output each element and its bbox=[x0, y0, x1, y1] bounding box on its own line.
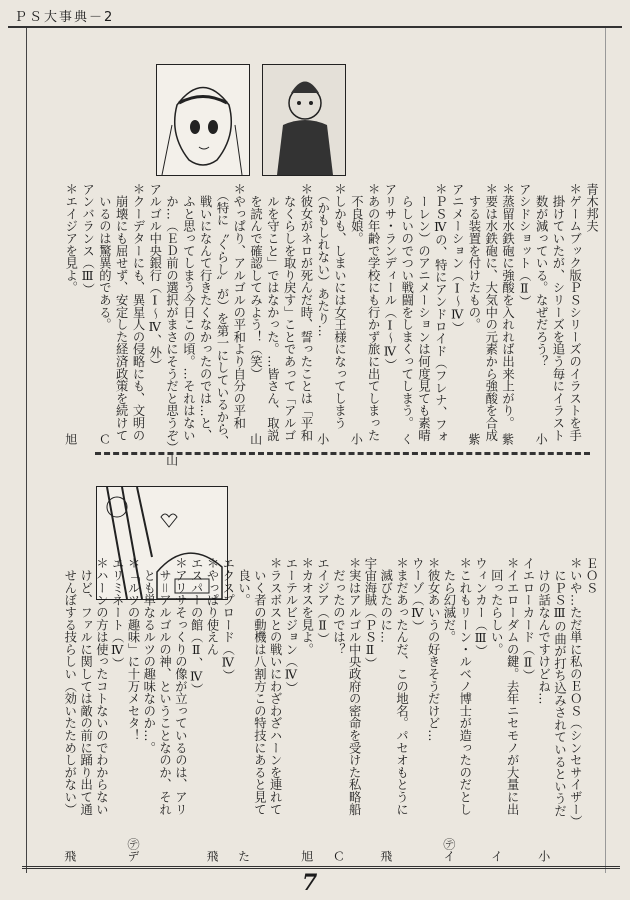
entry-text: けど、ファルに関しては敵の前に踊り出て通 bbox=[78, 557, 93, 816]
text-column bbox=[295, 183, 312, 445]
entry-text: ＊蒸留水鉄砲に強酸を入れれば出来上がり。 bbox=[500, 183, 515, 429]
text-column bbox=[439, 557, 455, 862]
entry-text: ＊実はアルゴル中央政府の密命を受けた私略船 bbox=[347, 557, 362, 816]
text-column bbox=[171, 557, 187, 862]
author-signature: 飛 bbox=[62, 850, 77, 862]
entry-text: 良い。 bbox=[236, 557, 251, 607]
entry-text: ＊あの年齢で学校にも行かず旅に出てしまった bbox=[366, 183, 381, 442]
entry-text: ＊クーデターにも、異星人の侵略にも、文明の bbox=[130, 183, 145, 442]
author-signature: 紫 bbox=[466, 433, 481, 445]
author-signature: ㋢デ bbox=[125, 838, 140, 862]
text-column bbox=[566, 557, 582, 862]
entry-text: ＊ハーンの方は使ったコトないのでわからない bbox=[94, 557, 109, 816]
entry-text: いく者の動機は八割方この特技にあると見て bbox=[252, 557, 267, 816]
entry-text: 戦いになんて行きたくなかったのでは…と、 bbox=[198, 183, 213, 442]
text-column bbox=[123, 557, 139, 862]
text-column bbox=[139, 557, 155, 862]
text-column bbox=[194, 183, 211, 445]
entry-text: なくらしを取り戻す」ことであって「アルゴ bbox=[282, 183, 297, 442]
text-column bbox=[446, 183, 463, 445]
footer-rule bbox=[22, 866, 620, 869]
text-column bbox=[392, 557, 408, 862]
page-header: ＰＳ大事典－2 bbox=[14, 10, 115, 25]
text-column bbox=[463, 183, 480, 445]
text-column bbox=[250, 557, 266, 862]
text-column bbox=[344, 557, 360, 862]
text-column bbox=[245, 183, 262, 445]
text-column bbox=[155, 557, 171, 862]
entry-text: ＊エイジアを見よ。 bbox=[63, 183, 78, 294]
author-signature: 飛 bbox=[378, 850, 393, 862]
author-signature: Ｃ bbox=[331, 850, 346, 862]
text-column bbox=[265, 557, 281, 862]
entry-text: らしいのでつい戦闘をしまくってしまう。 bbox=[399, 183, 414, 429]
author-signature: 小 bbox=[349, 433, 364, 445]
text-column bbox=[127, 183, 144, 445]
text-column bbox=[487, 557, 503, 862]
text-column bbox=[534, 557, 550, 862]
entry-text: ＊しかも、しまいには女王様になってしまう bbox=[332, 183, 347, 429]
text-column bbox=[76, 557, 92, 862]
entry-text: エスパーの館（Ⅱ、Ⅳ） bbox=[189, 557, 204, 696]
entry-text: 崩壊にも屈せず、安定した経済政策を続けて bbox=[114, 183, 129, 442]
entry-text: か…（ＥＤ前の選択がまさにそうだと思うぞ） bbox=[164, 183, 179, 454]
text-column bbox=[211, 183, 229, 448]
text-column bbox=[92, 557, 108, 862]
text-column bbox=[480, 183, 497, 445]
entry-text: ＊ラスボスとの戦いにわざわざハーンを連れて bbox=[268, 557, 283, 816]
entries-top-section bbox=[60, 183, 599, 466]
text-column bbox=[60, 557, 76, 862]
author-signature: ㋢イ bbox=[441, 838, 456, 862]
text-column bbox=[313, 557, 329, 862]
entry-text: する装置を付けたもの。 bbox=[466, 183, 481, 331]
entry-text: ＊ゲームブック版ＰＳシリーズのイラストを手 bbox=[567, 183, 582, 442]
frame-right-border bbox=[605, 28, 606, 873]
text-column bbox=[564, 183, 581, 445]
entry-text: いるのは驚異的である。 bbox=[97, 183, 112, 331]
entry-text: アリサ・ランディール（Ⅰ～Ⅳ） bbox=[382, 183, 397, 371]
entry-text: エクスプロード（Ⅳ） bbox=[220, 557, 235, 682]
entry-text: アンバランス（Ⅲ） bbox=[80, 183, 95, 296]
text-column bbox=[262, 183, 279, 445]
entry-text: だったのでは？ bbox=[331, 557, 346, 656]
author-signature: Ｃ bbox=[97, 433, 112, 445]
entry-text: エイジア（Ⅱ） bbox=[315, 557, 330, 645]
entry-text: ＊「ルツの趣味」に十万メセタ！ bbox=[125, 557, 140, 742]
text-column bbox=[362, 183, 379, 445]
entry-text: ＥＯＳ bbox=[584, 557, 599, 594]
entry-text: （特に〝くらし〟が）を第一にしているから、 bbox=[214, 183, 229, 448]
text-column bbox=[178, 183, 195, 445]
header-rule bbox=[8, 26, 622, 28]
entry-text: ＊彼女あいうの好きそうだけど… bbox=[426, 557, 441, 742]
entry-text: ＊これもリーン・ルベノ博士が造ったのだとし bbox=[457, 557, 472, 816]
author-signature: 山 bbox=[248, 433, 263, 445]
entry-text: 滅びたのに… bbox=[378, 557, 393, 644]
text-column bbox=[144, 183, 161, 445]
illustration-girl-headband bbox=[156, 64, 250, 176]
text-column bbox=[281, 557, 297, 862]
author-signature: 飛 bbox=[204, 850, 219, 862]
text-column bbox=[202, 557, 218, 862]
entry-text: ＊まだあったんだ、この地名。パセオもとうに bbox=[394, 557, 409, 816]
author-signature: 山 bbox=[164, 453, 179, 466]
text-column bbox=[110, 183, 127, 445]
text-column bbox=[413, 183, 430, 445]
text-column bbox=[360, 557, 376, 862]
text-column bbox=[107, 557, 123, 862]
text-column bbox=[346, 183, 363, 445]
entry-text: ＊アリサそっくりの像が立っているのは、アリ bbox=[173, 557, 188, 816]
author-signature: 小 bbox=[536, 850, 551, 862]
text-column bbox=[228, 183, 245, 445]
entry-text: アニメーション（Ⅰ～Ⅳ） bbox=[450, 183, 465, 334]
text-column bbox=[430, 183, 447, 445]
entry-text: 掛けていたが、シリーズを追う毎にイラスト bbox=[550, 183, 565, 442]
entry-text: けの話なんですけどね… bbox=[536, 557, 551, 705]
text-column bbox=[186, 557, 202, 862]
text-column bbox=[379, 183, 396, 445]
entry-text: ＊イエローダムの鍵。去年ニセモノが大量に出 bbox=[505, 557, 520, 816]
text-column bbox=[77, 183, 94, 445]
text-column bbox=[502, 557, 518, 862]
entry-text: 不良娘。 bbox=[349, 183, 364, 245]
text-column bbox=[455, 557, 471, 862]
entry-text: ＊ＰＳⅣの、特にアンドロイド（フレナ、フォ bbox=[433, 183, 448, 443]
text-column bbox=[530, 183, 547, 445]
section-divider bbox=[95, 452, 590, 455]
text-column bbox=[278, 183, 295, 445]
text-column bbox=[396, 183, 413, 445]
entry-text: エリミネート（Ⅳ） bbox=[110, 557, 125, 670]
entry-text: ＊カオスを見よ。 bbox=[299, 557, 314, 656]
entry-text: ＊やっぱり、アルゴルの平和より自分の平和 bbox=[231, 183, 246, 429]
text-column bbox=[547, 183, 564, 445]
entry-text: 青木邦夫 bbox=[584, 183, 599, 233]
text-column bbox=[234, 557, 250, 862]
text-column bbox=[581, 183, 598, 445]
entry-text: ウーゾ（Ⅳ） bbox=[410, 557, 425, 633]
entry-text: ーレン）のアニメーションは何度見ても素晴 bbox=[416, 183, 431, 442]
text-column bbox=[312, 183, 329, 445]
text-column bbox=[297, 557, 313, 862]
entry-text: とも単なるルツの趣味なのか…。 bbox=[141, 557, 156, 754]
text-column bbox=[329, 183, 346, 445]
text-column bbox=[550, 557, 566, 862]
entry-text: サ＝アルゴルの神、ということなのか、それ bbox=[157, 557, 172, 816]
author-signature: 小 bbox=[534, 433, 549, 445]
entry-text: エーテルビジョン（Ⅳ） bbox=[283, 557, 298, 694]
entry-text: ルを守こと」ではなかった。…皆さん、取説 bbox=[265, 183, 280, 442]
text-column bbox=[60, 183, 77, 445]
text-column bbox=[514, 183, 531, 445]
entry-text: にＰＳⅢの曲が打ち込みされているというだ bbox=[552, 557, 567, 817]
page-number: 7 bbox=[302, 870, 318, 896]
text-column bbox=[94, 183, 111, 445]
text-column bbox=[497, 183, 514, 445]
text-column bbox=[518, 557, 534, 862]
text-column bbox=[581, 557, 597, 862]
entry-text: （かもしれない）あたり… bbox=[315, 183, 330, 337]
entry-text: アルゴル中央銀行（Ⅰ～Ⅳ、外） bbox=[147, 183, 162, 371]
author-signature: 紫 bbox=[500, 433, 515, 445]
entry-text: たら幻滅だ。 bbox=[441, 557, 456, 644]
entry-text: イエローカード（Ⅱ） bbox=[520, 557, 535, 682]
author-signature: イ bbox=[489, 850, 504, 862]
text-column bbox=[408, 557, 424, 862]
text-column bbox=[376, 557, 392, 862]
entry-text: 宇宙海賊（ＰＳⅡ） bbox=[362, 557, 377, 670]
entries-bottom-section bbox=[60, 557, 597, 862]
entry-text: ウィンカー（Ⅲ） bbox=[473, 557, 488, 658]
entry-text: 回ったらしい。 bbox=[489, 557, 504, 656]
text-column bbox=[329, 557, 345, 862]
author-signature: 旭 bbox=[299, 850, 314, 862]
author-signature: く bbox=[399, 433, 414, 445]
author-signature: 小 bbox=[315, 433, 330, 445]
entry-text: せんぼする技らしい（効いたためしがない） bbox=[62, 557, 77, 816]
entry-text: ＊要は水鉄砲に、大気中の元素から強酸を合成 bbox=[483, 183, 498, 442]
text-column bbox=[161, 183, 179, 466]
entry-text: を読んで確認してみよう！（笑） bbox=[248, 183, 263, 380]
entry-text: 数が減っている。なぜだろう？ bbox=[534, 183, 549, 368]
entry-text: ＊いや…ただ単に私のＥＯＳ（シンセサイザー） bbox=[568, 557, 583, 828]
entry-text: ＊やっぱり使えん bbox=[204, 557, 219, 656]
entry-text: ふと思ってしまう今日この頃。…それはない bbox=[181, 183, 196, 442]
entry-text: ＊彼女がネロが死んだ時、誓ったことは「平和 bbox=[298, 183, 313, 442]
author-signature: た bbox=[236, 850, 251, 862]
text-column bbox=[218, 557, 234, 862]
frame-left-border bbox=[26, 28, 27, 873]
text-column bbox=[471, 557, 487, 862]
entry-text: アシドショット（Ⅱ） bbox=[517, 183, 532, 308]
text-column bbox=[423, 557, 439, 862]
illustration-armored-girl bbox=[262, 64, 346, 176]
author-signature: 旭 bbox=[63, 433, 78, 445]
